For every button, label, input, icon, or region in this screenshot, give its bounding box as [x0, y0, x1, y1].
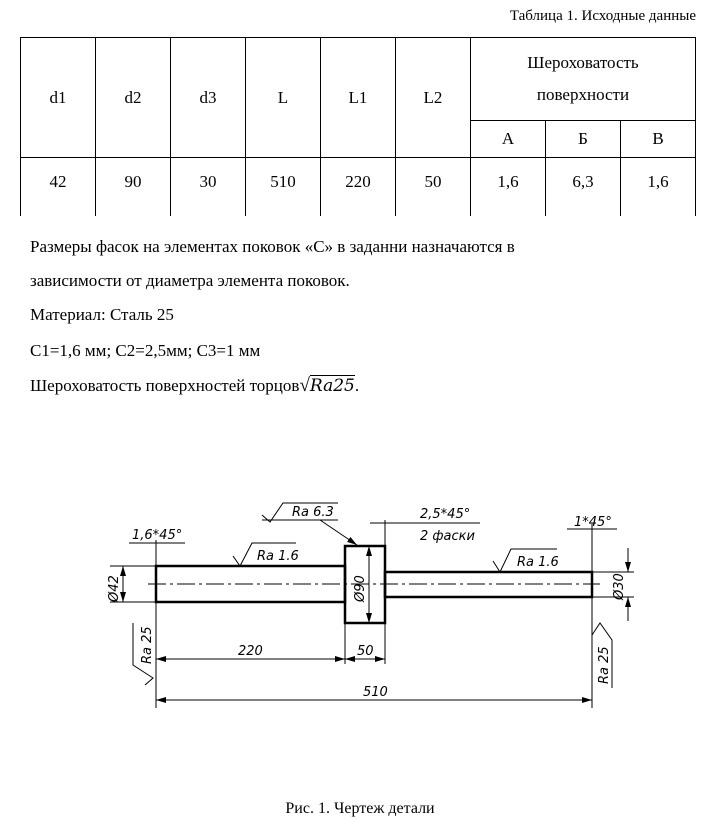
header-d3: d3	[171, 38, 246, 158]
cell: 510	[246, 158, 321, 216]
chamfer-right-label: 1*45°	[574, 515, 612, 530]
cell: 1,6	[621, 158, 696, 216]
cell: 1,6	[471, 158, 546, 216]
chamfer-mid-label: 2,5*45°	[420, 507, 471, 522]
sqrt-icon: √	[299, 375, 310, 396]
paragraph-line1: Размеры фасок на элементах поковок «С» в заданни назначаются в	[30, 237, 515, 256]
header-d1: d1	[21, 38, 96, 158]
length-510-label: 510	[363, 685, 388, 700]
header-d2: d2	[96, 38, 171, 158]
diameter-30-label: Ø30	[612, 573, 627, 600]
roughness-right-end-label: Ra 25	[597, 646, 612, 684]
header-A: А	[471, 121, 546, 158]
roughness-left-shaft-label: Ra 1.6	[257, 549, 299, 564]
roughness-collar-label: Ra 6.3	[292, 505, 334, 520]
roughness-right-shaft-label: Ra 1.6	[517, 555, 559, 570]
chamfer-mid-note: 2 фаски	[420, 529, 475, 544]
header-V: В	[621, 121, 696, 158]
diameter-42-label: Ø42	[107, 575, 122, 602]
chamfer-left-label: 1,6*45°	[132, 528, 183, 543]
header-L1: L1	[321, 38, 396, 158]
cell: 42	[21, 158, 96, 216]
end-roughness-value: Ra25	[309, 376, 355, 396]
cell: 220	[321, 158, 396, 216]
table-caption: Таблица 1. Исходные данные	[509, 8, 696, 24]
roughness-header-line1: Шероховатость	[527, 53, 639, 72]
diameter-90-label: Ø90	[353, 575, 368, 602]
material-line: Материал: Сталь 25	[30, 305, 174, 324]
cell: 50	[396, 158, 471, 216]
cell: 30	[171, 158, 246, 216]
length-220-label: 220	[238, 644, 263, 659]
figure-caption: Рис. 1. Чертеж детали	[285, 800, 435, 817]
header-B: Б	[546, 121, 621, 158]
cell: 90	[96, 158, 171, 216]
roughness-header-line2: поверхности	[536, 85, 630, 104]
paragraph-line2: зависимости от диаметра элемента поковок.	[30, 271, 350, 290]
cell: 6,3	[546, 158, 621, 216]
header-L2: L2	[396, 38, 471, 158]
chamfers-line: С1=1,6 мм; С2=2,5мм; С3=1 мм	[30, 341, 261, 360]
roughness-left-end-label: Ra 25	[140, 626, 155, 664]
length-50-label: 50	[357, 644, 374, 659]
end-dot: .	[354, 376, 360, 395]
end-roughness-label: Шероховатость поверхностей торцов	[30, 376, 300, 395]
header-L: L	[246, 38, 321, 158]
